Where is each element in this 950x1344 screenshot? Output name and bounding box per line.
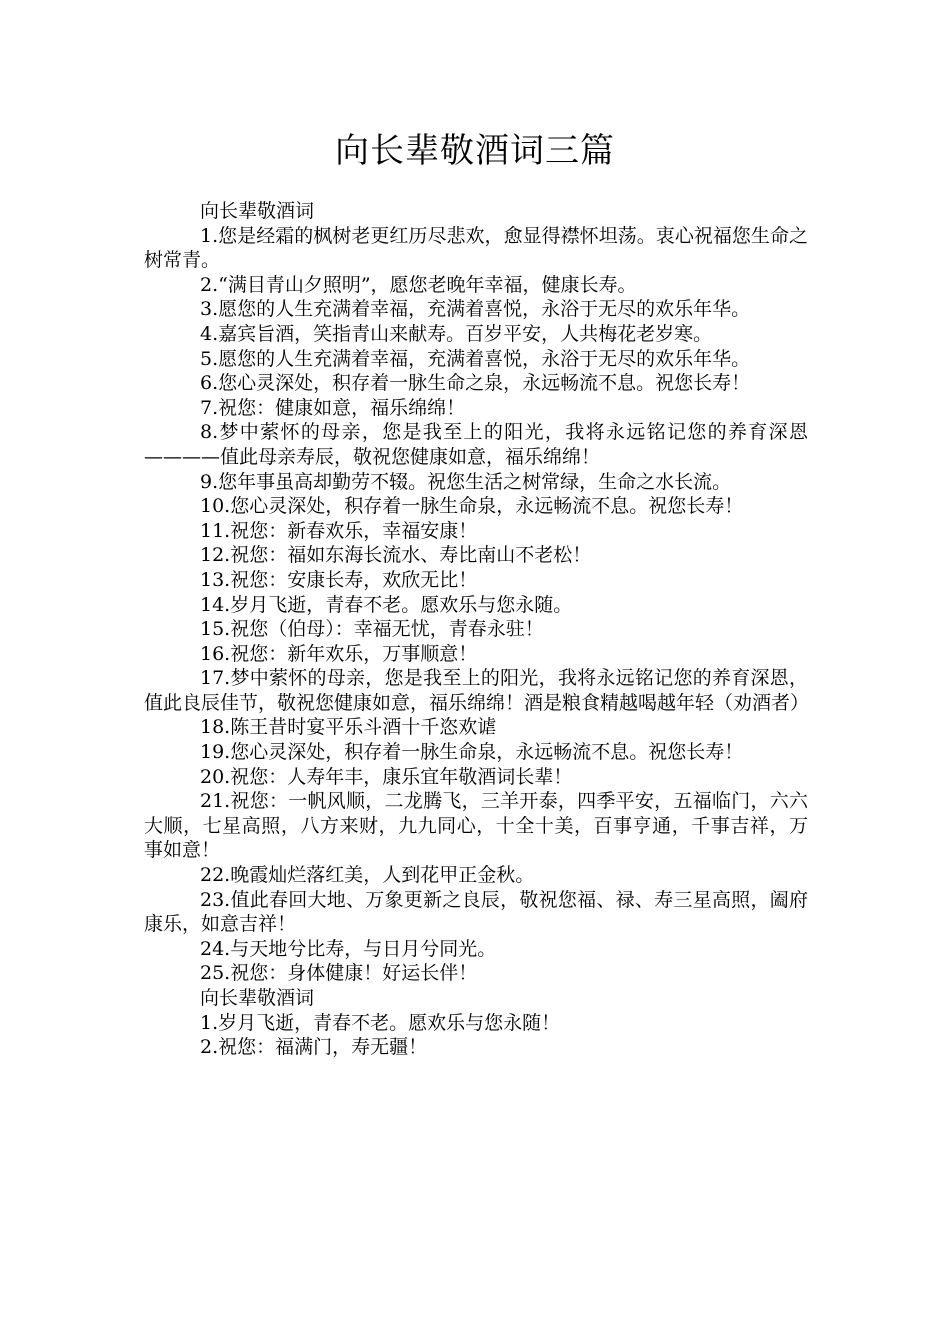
paragraph: 16.祝您：新年欢乐，万事顺意！ (200, 642, 478, 665)
paragraph: 14.岁月飞逝，青春不老。愿欢乐与您永随。 (200, 593, 573, 616)
paragraph: 1.岁月飞逝，青春不老。愿欢乐与您永随！ (200, 1011, 561, 1034)
paragraph: 23.值此春回大地、万象更新之良辰，敬祝您福、禄、寿三星高照，阖府康乐，如意吉祥！ (144, 888, 808, 936)
section-heading: 向长辈敬酒词 (200, 200, 315, 222)
paragraph: 17.梦中萦怀的母亲，您是我至上的阳光，我将永远铭记您的养育深恩，值此良辰佳节，敬祝您健康如意，福乐绵绵！酒是粮食精越喝越年轻（劝酒者） (144, 667, 810, 714)
paragraph: 9.您年事虽高却勤劳不辍。祝您生活之树常绿，生命之水长流。 (200, 470, 732, 493)
paragraph: 20.祝您：人寿年丰，康乐宜年敬酒词长辈！ (200, 765, 573, 788)
paragraph: 15.祝您（伯母）：幸福无忧，青春永驻！ (200, 618, 544, 641)
paragraph: 5.愿您的人生充满着幸福，充满着喜悦，永浴于无尽的欢乐年华。 (200, 347, 751, 370)
paragraph: 13.祝您：安康长寿，欢欣无比！ (200, 568, 478, 591)
paragraph: 12.祝您：福如东海长流水、寿比南山不老松！ (200, 544, 592, 567)
paragraph: 7.祝您：健康如意，福乐绵绵！ (200, 396, 466, 419)
paragraph: 18.陈王昔时宴平乐斗酒十千恣欢谑 (200, 716, 497, 739)
document-title: 向长辈敬酒词三篇 (335, 131, 615, 171)
paragraph: 24.与天地兮比寿，与日月兮同光。 (200, 937, 497, 960)
paragraph: 2.“满目青山夕照明”，愿您老晚年幸福，健康长寿。 (200, 273, 637, 296)
document-body (144, 199, 808, 1060)
section-heading: 向长辈敬酒词 (200, 987, 315, 1009)
paragraph: 19.您心灵深处，积存着一脉生命泉，永远畅流不息。祝您长寿！ (200, 741, 744, 764)
paragraph: 21.祝您：一帆风顺，二龙腾飞，三羊开泰，四季平安，五福临门，六六大顺，七星高照，八方来财，九九同心，十全十美，百事亨通，千事吉祥，万事如意！ (144, 790, 808, 862)
paragraph: 3.愿您的人生充满着幸福，充满着喜悦，永浴于无尽的欢乐年华。 (200, 298, 751, 321)
paragraph: 4.嘉宾旨酒，笑指青山来献寿。百岁平安，人共梅花老岁寒。 (200, 322, 713, 345)
paragraph: 25.祝您：身体健康！好运长伴！ (200, 962, 478, 985)
paragraph: 10.您心灵深处，积存着一脉生命泉，永远畅流不息。祝您长寿！ (200, 495, 744, 518)
paragraph: 11.祝您：新春欢乐，幸福安康！ (200, 519, 478, 542)
paragraph: 2.祝您：福满门，寿无疆！ (200, 1036, 428, 1059)
paragraph: 1.您是经霜的枫树老更红历尽悲欢，愈显得襟怀坦荡。衷心祝福您生命之树常青。 (144, 224, 808, 272)
paragraph: 8.梦中萦怀的母亲，您是我至上的阳光，我将永远铭记您的养育深恩————值此母亲寿辰，敬祝您健康如意，福乐绵绵！ (144, 421, 808, 468)
paragraph: 22.晚霞灿烂落红美，人到花甲正金秋。 (200, 864, 535, 887)
paragraph: 6.您心灵深处，积存着一脉生命之泉，永远畅流不息。祝您长寿！ (200, 372, 751, 395)
